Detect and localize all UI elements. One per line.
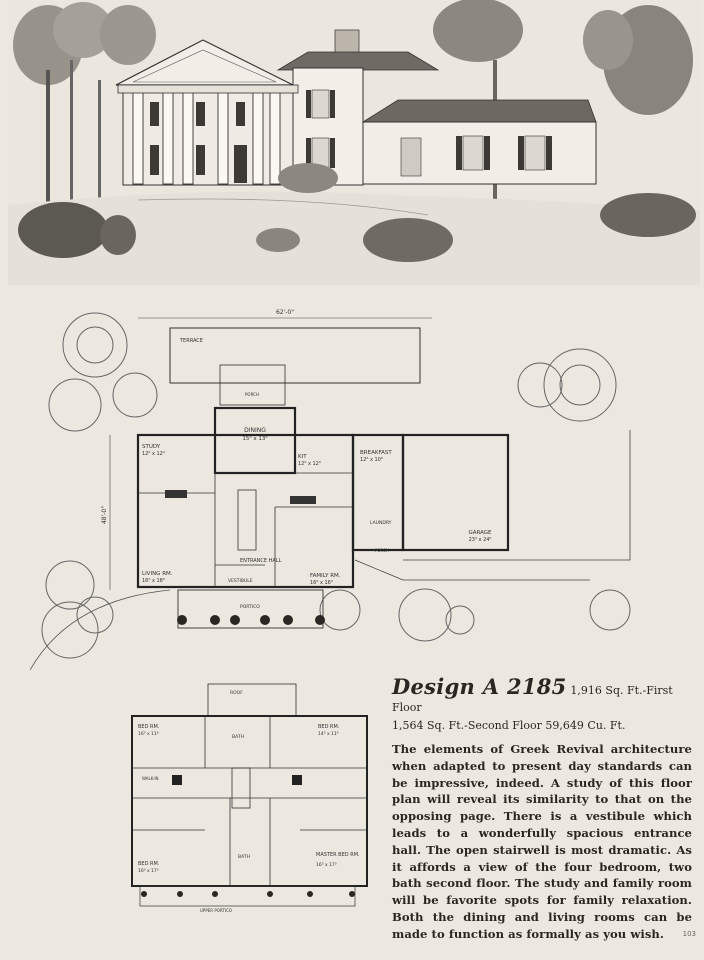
living-size: 16⁰ x 18⁰ [142, 578, 165, 584]
living-label: LIVING RM. [142, 571, 173, 577]
overall-width-label: 62'-0" [275, 309, 295, 316]
roof-label: ROOF [230, 691, 243, 696]
study-size: 12⁰ x 12⁰ [142, 451, 165, 457]
bath-top-label: BATH [232, 735, 244, 740]
design-title: Design A 2185 [392, 674, 567, 699]
portico-label: PORTICO [240, 605, 260, 610]
master-size: 16⁰ x 17⁰ [316, 863, 337, 868]
first-floor-plan [30, 290, 680, 670]
bed-sw-size: 16⁰ x 17⁰ [138, 869, 159, 874]
design-stats-first-floor: 1,916 Sq. Ft.-First Floor [392, 684, 673, 714]
page-number: 103 [682, 930, 696, 938]
master-label: MASTER BED RM. [316, 852, 360, 858]
dining-label: DINING [244, 427, 266, 434]
design-description: The elements of Greek Revival architecture when adapted to present day standards can be impressive, indeed. A study of this floor plan will reveal its similarity to that on the opposing page. There is a vestibule which leads to a wonderfully spacious entrance hall. The open stairwell is most dramatic. As it affords a view of the four bedroom, two bath second floor. The study and family room will be favorite spots for family relaxation. Both the dining and living rooms can be made to function as formally as you wish. [392, 742, 692, 941]
family-size: 16⁰ x 16⁰ [310, 580, 333, 586]
bath-bottom-label: BATH [238, 855, 250, 860]
kit-size: 12⁰ x 12⁰ [298, 461, 321, 467]
design-text-block [392, 674, 692, 943]
study-label: STUDY [142, 444, 161, 450]
bed-ne-label: BED RM. [318, 724, 340, 730]
breakfast-label: BREAKFAST [360, 450, 392, 456]
overall-depth-label: 48'-0" [101, 505, 108, 525]
laundry-label: LAUNDRY [370, 521, 392, 526]
second-floor-plan [120, 680, 380, 915]
bed-ne-size: 14⁰ x 11⁴ [318, 732, 339, 737]
family-label: FAMILY RM. [310, 573, 341, 579]
upper-portico-label: UPPER PORTICO [200, 908, 232, 913]
house-rendering [8, 0, 700, 285]
bed-nw-label: BED RM. [138, 724, 160, 730]
breakfast-size: 12⁶ x 10⁰ [360, 457, 383, 463]
garage-label: GARAGE [468, 530, 492, 536]
bed-sw-label: BED RM. [138, 861, 160, 867]
entrance-hall-label: ENTRANCE HALL [240, 558, 282, 564]
walk-in-label: WALK-IN [142, 776, 159, 781]
kit-label: KIT [298, 454, 307, 460]
side-porch-label: PORCH [375, 548, 389, 553]
rear-porch-label: PORCH [245, 392, 259, 397]
vestibule-label: VESTIBULE [228, 579, 253, 584]
bed-nw-size: 16⁰ x 11⁶ [138, 732, 159, 737]
garage-size: 23⁴ x 24⁰ [468, 537, 492, 543]
design-header [392, 674, 692, 734]
terrace-label: TERRACE [180, 338, 203, 344]
design-stats-second-floor: 1,564 Sq. Ft.-Second Floor 59,649 Cu. Ft. [392, 719, 626, 732]
dining-size: 15⁰ x 13⁰ [242, 436, 268, 442]
